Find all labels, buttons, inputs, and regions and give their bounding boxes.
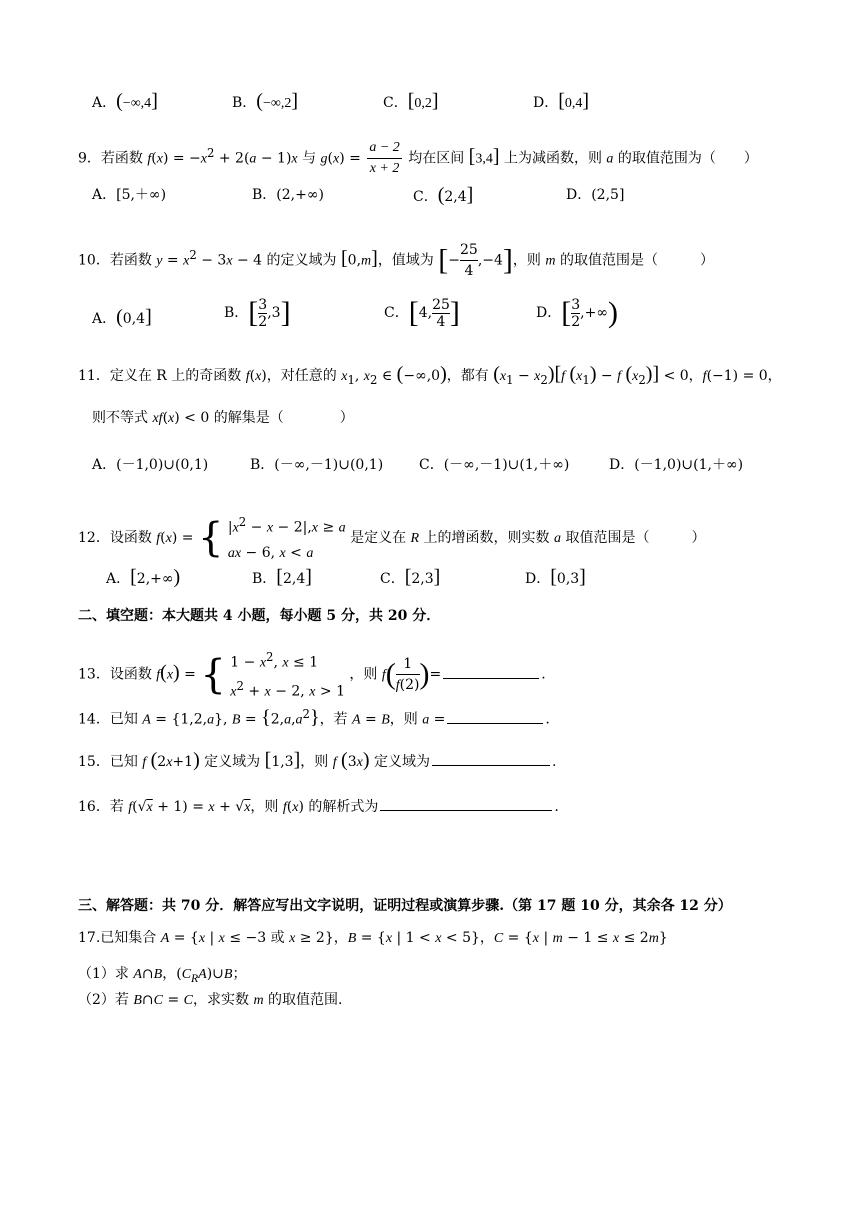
q10-stem: 10．若函数 $y = x^2 - 3x - 4$ 的定义域为 [0,m]，值域为 [− $\frac{25}{4}$ ,−4]，则 m 的取值范围是（ ） [78, 242, 714, 279]
q9-option-a: A．[5,＋∞) [92, 187, 167, 203]
section3-heading: 三、解答题：共 70 分．解答应写出文字说明，证明过程或演算步骤.（第 17 题 10 分，其余各 12 分） [78, 898, 732, 914]
q9-stem: 9．若函数 $f(x) = -x^2 + 2(a - 1)x$ 与 g(x) = $\frac{a - 2}{x + 2}$ 均在区间 [3,4] 上为减函数，则 a 的取值范围为（ ） [78, 140, 758, 176]
q14-answer-blank [447, 709, 543, 724]
q12-option-c: C．[2,3] [380, 566, 441, 588]
q12-option-a: A．[2,+∞) [106, 566, 181, 588]
q8-option-d: D．[0,4] [533, 90, 590, 112]
q15: 15．已知 f (2x+1) 定义域为 [1,3]，则 f (3x) 定义域为 . [78, 749, 557, 771]
q16: 16．若 f(√x + 1) = x + √x，则 f(x) 的解析式为 . [78, 796, 559, 818]
section2-heading: 二、填空题：本大题共 4 小题，每小题 5 分，共 20 分． [78, 608, 441, 624]
q12-option-b: B．[2,4] [252, 566, 312, 588]
q10-option-c: C．[4, $\frac{25}{4}$ ] [384, 296, 460, 330]
q14: 14．已知 A = {1,2,a}, $B = \{2,a,a^2\}$，若 A = B，则 a = . [78, 706, 550, 729]
q15-answer-blank [432, 751, 550, 766]
q8-option-c: C．[0,2] [383, 90, 439, 112]
q12-stem: 12．设函数 f(x) = { $|x^2 - x - 2|,x \ge a$ ax − 6, x < a 是定义在 R 上的增函数，则实数 a 取值范围是（ ） [78, 514, 706, 561]
q11-option-c: C．(－∞,－1)∪(1,＋∞) [419, 457, 570, 473]
q13-answer-blank [443, 664, 539, 679]
q10-option-a: A．(0,4] [92, 306, 152, 328]
q9-option-d: D．(2,5] [566, 187, 625, 203]
q11-option-b: B．(－∞,－1)∪(0,1) [250, 457, 384, 473]
q11-option-a: A．(－1,0)∪(0,1) [92, 457, 209, 473]
q11-option-d: D．(－1,0)∪(1,＋∞) [609, 457, 744, 473]
q12-option-d: D．[0,3] [525, 566, 586, 588]
q11-stem: 11．定义在 R 上的奇函数 f(x)，对任意的 $x_1$, $x_2$ ∈ (−∞,0)，都有 $(x_1 - x_2)[f$ $(x_1) - f$ $(x_2)] < 0$，f(−1) = 0， [78, 363, 782, 387]
q13: 13．设函数 f(x) = { $1 - x^2$, x ≤ 1 $x^2 + x - 2$, x > 1 ，则 f( $\frac{1}{f(2)}$ )= . [78, 650, 546, 700]
q17-part2: （2）若 B∩C = C，求实数 m 的取值范围. [78, 992, 343, 1008]
q17-part1: （1）求 A∩B，$(C_RA)\cup B$； [78, 966, 247, 985]
q17-stem: 17.已知集合 A = {x | x ≤ −3 或 x ≥ 2}，B = {x | 1 < x < 5}，C = {x | m − 1 ≤ x ≤ 2m} [78, 930, 668, 946]
q10-option-b: B．[ $\frac{3}{2}$ ,3] [224, 296, 291, 330]
q8-option-b: B．(−∞,2] [232, 90, 299, 112]
q16-answer-blank [380, 796, 552, 811]
q10-option-d: D．[ $\frac{3}{2}$ ,+∞) [536, 296, 618, 330]
q11-stem-2: 则不等式 xf(x) < 0 的解集是（ ） [92, 410, 354, 426]
q9-option-b: B．(2,+∞) [252, 187, 324, 203]
q9-option-c: C．(2,4] [413, 184, 474, 206]
q8-option-a: A．(−∞,4] [92, 90, 158, 112]
